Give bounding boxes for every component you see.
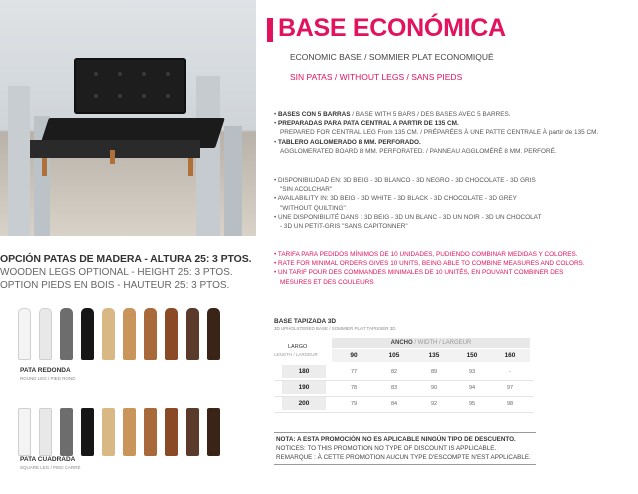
price-cell: 92	[430, 401, 438, 407]
spec-line: • TABLERO AGLOMERADO 8 MM. PERFORADO.	[274, 138, 421, 146]
availability-text: - 3D UN PETIT-GRIS "SANS CAPITONNER"	[280, 223, 408, 231]
round-leg-swatch	[165, 308, 178, 360]
price-cell: 79	[350, 401, 358, 407]
price-cell: 90	[430, 385, 438, 391]
table-row	[274, 381, 534, 397]
wood-legs-fr: OPTION PIEDS EN BOIS - HAUTEUR 25: 3 PTOS.	[0, 280, 230, 291]
table-row	[274, 397, 534, 413]
availability-line: • DISPONIBILIDAD EN: 3D BEIG - 3D BLANCO - 3D NEGRO - 3D CHOCOLATE - 3D GRIS	[274, 177, 536, 184]
price-cell: 94	[468, 385, 476, 391]
wood-legs-en: WOODEN LEGS OPTIONAL - HEIGHT 25: 3 PTOS.	[0, 267, 233, 278]
note-fr: REMARQUE : À CETTE PROMOTION AUCUN TYPE D'ESCOMPTE N'EST APPLICABLE.	[276, 454, 531, 461]
width-header-bold: ANCHO	[390, 340, 413, 346]
round-leg-label: PATA REDONDA	[20, 367, 71, 374]
round-leg-swatch	[123, 308, 136, 360]
product-photo	[0, 0, 256, 236]
discount-note	[274, 432, 536, 465]
note-es: NOTA: A ESTA PROMOCIÓN NO ES APLICABLE NINGÚN TIPO DE DESCUENTO.	[276, 436, 516, 443]
width-value: 150	[466, 352, 478, 359]
round-legs-swatches	[18, 302, 234, 360]
tariff-text: RATE FOR MINIMAL ORDERS GIVES 10 UNITS, BEING ABLE TO COMBINE MEASURES AND COLORS.	[278, 260, 585, 268]
page-title: BASE ECONÓMICA	[278, 14, 506, 42]
tariff-list	[274, 250, 624, 287]
square-leg-swatch	[60, 408, 73, 456]
tariff-text: TARIFA PARA PEDIDOS MÍNIMOS DE 10 UNIDADES, PUDIENDO COMBINAR MEDIDAS Y COLORES.	[277, 251, 578, 258]
table-row	[274, 365, 534, 381]
spec-line: • BASES CON 5 BARRAS / BASE WITH 5 BARS / DES BASES AVEC 5 BARRES.	[274, 111, 511, 118]
round-leg-swatch	[144, 308, 157, 360]
availability-line	[274, 185, 624, 194]
tariff-line: • RATE FOR MINIMAL ORDERS GIVES 10 UNITS, BEING ABLE TO COMBINE MEASURES AND COLORS.	[274, 260, 585, 268]
price-cell: 89	[430, 369, 438, 375]
availability-line: • AVAILABILITY IN: 3D BEIG - 3D WHITE - 3D BLACK - 3D CHOCOLATE - 3D GREY	[274, 195, 517, 203]
round-leg-swatch	[102, 308, 115, 360]
availability-text: DISPONIBILIDAD EN: 3D BEIG - 3D BLANCO - 3D NEGRO - 3D CHOCOLATE - 3D GRIS	[278, 177, 536, 184]
length-label: LARGO	[288, 344, 308, 350]
price-cell: 78	[350, 385, 358, 391]
spec-rest: AGGLOMERATED BOARD 8 MM. PERFORATED. / PANNEAU AGGLOMÉRÉ 8 MM. PERFORÉ.	[280, 147, 557, 155]
availability-line	[274, 222, 624, 231]
width-header	[332, 338, 530, 348]
price-cell: 93	[468, 369, 476, 375]
spec-bold: BASES CON 5 BARRAS	[278, 111, 351, 118]
price-cell: 77	[350, 369, 358, 375]
legs-note: SIN PATAS / WITHOUT LEGS / SANS PIEDS	[290, 72, 463, 82]
square-leg-swatch	[144, 408, 157, 456]
availability-text: "WITHOUT QUILTING"	[280, 204, 346, 212]
square-leg-swatch	[165, 408, 178, 456]
tariff-text: UN TARIF POUR DES COMMANDES MINIMALES DE 10 UNITÉS, EN POUVANT COMBINER DES	[278, 269, 564, 277]
round-leg-swatch	[60, 308, 73, 360]
availability-text: AVAILABILITY IN: 3D BEIG - 3D WHITE - 3D BLACK - 3D CHOCOLATE - 3D GREY	[277, 195, 517, 203]
tariff-text: MESURES ET DES COULEURS	[280, 278, 374, 286]
square-leg-swatch	[102, 408, 115, 456]
spec-list	[274, 110, 624, 156]
width-value: 90	[350, 352, 358, 359]
width-value: 105	[388, 352, 400, 359]
availability-list	[274, 176, 624, 231]
wood-legs-title: OPCIÓN PATAS DE MADERA - ALTURA 25: 3 PTOS.	[0, 253, 252, 265]
square-leg-swatch	[81, 408, 94, 456]
spec-line	[274, 128, 624, 137]
price-cell: 82	[390, 369, 398, 375]
round-leg-swatch	[186, 308, 199, 360]
length-value: 200	[282, 397, 326, 410]
availability-line	[274, 204, 624, 213]
table-subtitle: 3D UPHOLSTERED BASE / SOMMIER PLAT TAPISSER 3D	[274, 326, 396, 331]
round-leg-swatch	[18, 308, 31, 360]
spec-bold: PREPARADAS PARA PATA CENTRAL A PARTIR DE 135 CM.	[278, 120, 459, 128]
availability-line: • UNE DISPONIBILITÉ DANS : 3D BEIG - 3D UN BLANC - 3D UN NOIR - 3D UN CHOCOLAT	[274, 213, 542, 221]
bed-base-front	[30, 140, 200, 158]
availability-text: "SIN ACOLCHAR"	[280, 186, 333, 194]
square-leg-swatch	[39, 408, 52, 456]
square-leg-swatch	[207, 408, 220, 456]
tariff-line	[274, 278, 624, 287]
price-cell: 95	[468, 401, 476, 407]
length-value: 190	[282, 381, 326, 394]
round-leg-swatch	[207, 308, 220, 360]
tariff-line: • TARIFA PARA PEDIDOS MÍNIMOS DE 10 UNIDADES, PUDIENDO COMBINAR MEDIDAS Y COLORES.	[274, 251, 578, 258]
price-cell: 84	[390, 401, 398, 407]
price-table	[274, 318, 534, 407]
square-leg-swatch	[186, 408, 199, 456]
length-sub: LENGTH / LARGEUR	[274, 352, 318, 357]
price-cell: 97	[506, 385, 514, 391]
spec-line: • PREPARADAS PARA PATA CENTRAL A PARTIR DE 135 CM.	[274, 120, 459, 128]
price-cell: -	[509, 369, 511, 375]
square-leg-swatch	[18, 408, 31, 456]
length-value: 180	[282, 365, 326, 378]
square-leg-label: PATA CUADRADA	[20, 456, 76, 463]
table-title: BASE TAPIZADA 3D	[274, 318, 337, 325]
square-legs-swatches	[18, 398, 234, 456]
spec-rest: / BASE WITH 5 BARS / DES BASES AVEC 5 BARRES.	[350, 111, 511, 118]
spec-bold: TABLERO AGLOMERADO 8 MM. PERFORADO.	[278, 138, 421, 146]
headboard	[74, 58, 186, 114]
width-header-rest: / WIDTH / LARGEUR	[412, 340, 472, 346]
availability-text: UNE DISPONIBILITÉ DANS : 3D BEIG - 3D UN BLANC - 3D UN NOIR - 3D UN CHOCOLAT	[278, 213, 542, 221]
note-en: NOTICES: TO THIS PROMOTION NO TYPE OF DISCOUNT IS APPLICABLE.	[276, 445, 497, 452]
square-leg-sub: SQUARE LEG / PIED CARRÉ	[20, 465, 81, 470]
title-marker	[267, 18, 273, 42]
page-subtitle: ECONOMIC BASE / SOMMIER PLAT ECONOMIQUÉ	[290, 52, 494, 62]
round-leg-sub: ROUND LEG / PIED ROND	[20, 376, 76, 381]
tariff-line: • UN TARIF POUR DES COMMANDES MINIMALES DE 10 UNITÉS, EN POUVANT COMBINER DES	[274, 269, 564, 277]
width-values	[332, 349, 530, 362]
square-leg-swatch	[123, 408, 136, 456]
width-value: 135	[428, 352, 440, 359]
price-cell: 98	[506, 401, 514, 407]
round-leg-swatch	[81, 308, 94, 360]
spec-rest: PREPARED FOR CENTRAL LEG From 135 CM. / PRÉPARÉES À UNE PATTE CENTRALE À partir de 135 CM.	[280, 129, 599, 137]
price-cell: 83	[390, 385, 398, 391]
spec-line	[274, 147, 624, 156]
width-value: 160	[504, 352, 516, 359]
round-leg-swatch	[39, 308, 52, 360]
